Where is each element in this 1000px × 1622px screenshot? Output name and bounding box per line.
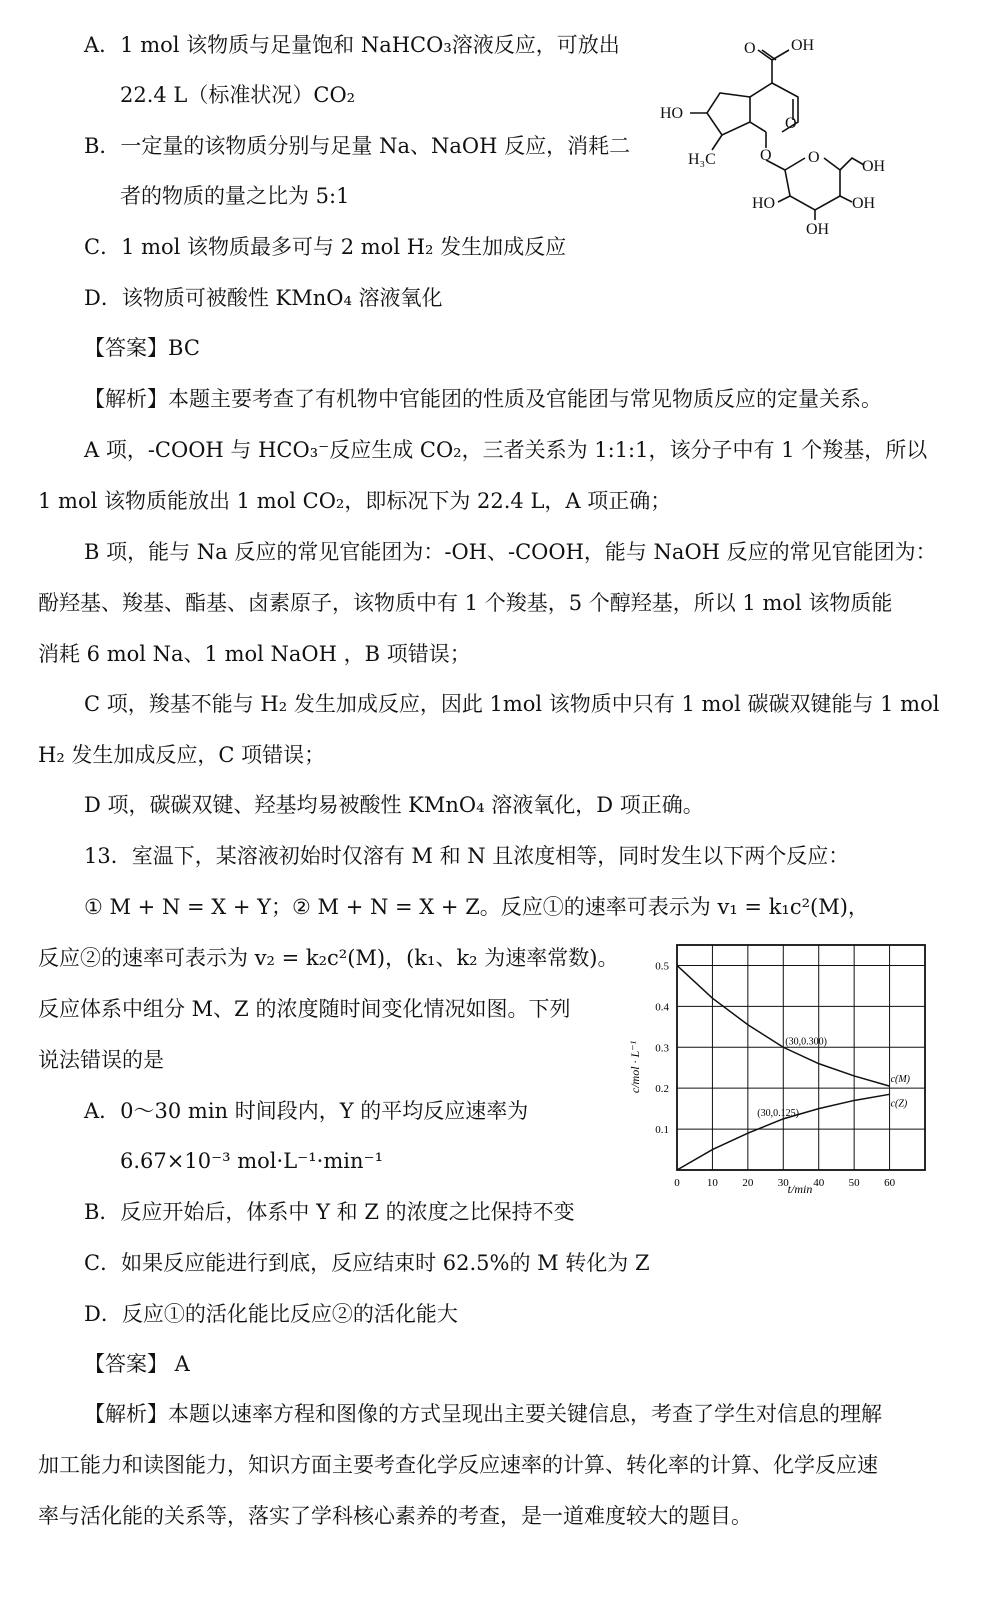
structure-oh-bottom: OH (806, 221, 830, 238)
chart-y-tick: 0.3 (655, 1042, 669, 1055)
chart-annotation: (30,0.125) (757, 1107, 799, 1119)
chart-x-tick: 10 (706, 1177, 718, 1189)
q13-option-a-line1: A．0～30 min 时间段内，Y 的平均反应速率为 (84, 1099, 529, 1123)
concentration-time-chart (625, 935, 945, 1205)
q12-analysis-d: D 项，碳碳双键、羟基均易被酸性 KMnO₄ 溶液氧化，D 项正确。 (84, 793, 704, 817)
q12-analysis: 【解析】本题主要考查了有机物中官能团的性质及官能团与常见物质反应的定量关系。 (84, 387, 882, 411)
q12-analysis-a-line2: 1 mol 该物质能放出 1 mol CO₂，即标况下为 22.4 L，A 项正确； (38, 489, 672, 513)
chart-x-tick: 50 (848, 1177, 860, 1189)
chart-x-label: t/min (787, 1182, 813, 1196)
chart-x-tick: 60 (884, 1177, 896, 1189)
chart-y-label: c/mol · L⁻¹ (628, 1040, 642, 1094)
chart-grid (677, 945, 925, 1170)
structure-oh-top: OH (791, 37, 815, 54)
q13-stem-line1: 13．室温下，某溶液初始时仅溶有 M 和 N 且浓度相等，同时发生以下两个反应： (84, 844, 850, 868)
q12-analysis-b-line1: B 项，能与 Na 反应的常见官能团为：-OH、-COOH，能与 NaOH 反应的常见官能团为： (84, 540, 937, 564)
chart-x-tick: 40 (813, 1177, 825, 1189)
chart-annotation: (30,0.300) (785, 1036, 827, 1048)
structure-ho-bottom: HO (752, 195, 776, 212)
structure-link-o: O (760, 147, 772, 164)
chart-y-tick: 0.4 (655, 1001, 669, 1014)
q12-analysis-c-line2: H₂ 发生加成反应，C 项错误； (38, 743, 326, 767)
q12-analysis-b-line3: 消耗 6 mol Na、1 mol NaOH ，B 项错误； (38, 642, 471, 666)
q13-analysis-line1: 【解析】本题以速率方程和图像的方式呈现出主要关键信息，考查了学生对信息的理解 (84, 1402, 882, 1426)
q13-option-a-line2: 6.67×10⁻³ mol·L⁻¹·min⁻¹ (120, 1149, 383, 1173)
molecular-structure (650, 28, 910, 243)
chart-y-tick: 0.1 (655, 1124, 669, 1137)
structure-ho-left: HO (660, 105, 684, 122)
structure-ring-o: O (785, 115, 797, 132)
q13-stem-line5: 说法错误的是 (38, 1048, 164, 1072)
chart-y-tick: 0.5 (655, 960, 669, 973)
chart-x-tick: 20 (742, 1177, 754, 1189)
q12-option-a-line1: A．1 mol 该物质与足量饱和 NaHCO₃溶液反应，可放出 (84, 33, 620, 57)
q12-option-d: D．该物质可被酸性 KMnO₄ 溶液氧化 (84, 286, 443, 310)
q13-analysis-line3: 率与活化能的关系等，落实了学科核心素养的考查，是一道难度较大的题目。 (38, 1504, 752, 1528)
q12-option-a-line2: 22.4 L（标准状况）CO₂ (120, 83, 356, 107)
q13-answer: 【答案】 A (84, 1352, 190, 1376)
q12-analysis-a-line1: A 项，-COOH 与 HCO₃⁻反应生成 CO₂，三者关系为 1:1:1，该分子中有 1 个羧基，所以 (84, 438, 928, 462)
chart-x-tick: 30 (777, 1177, 789, 1189)
q13-stem-line3: 反应②的速率可表示为 v₂ = k₂c²(M)，(k₁、k₂ 为速率常数)。 (38, 946, 619, 970)
chart-x-tick: 0 (674, 1177, 680, 1189)
q13-analysis-line2: 加工能力和读图能力，知识方面主要考查化学反应速率的计算、转化率的计算、化学反应速 (38, 1453, 878, 1477)
q12-analysis-c-line1: C 项，羧基不能与 H₂ 发生加成反应，因此 1mol 该物质中只有 1 mol 碳碳双键能与 1 mol (84, 692, 940, 716)
structure-o-top: O (744, 40, 756, 57)
structure-oh-bottom-right: OH (852, 195, 876, 212)
q13-stem-line4: 反应体系中组分 M、Z 的浓度随时间变化情况如图。下列 (38, 997, 571, 1021)
q13-option-d: D．反应①的活化能比反应②的活化能大 (84, 1302, 458, 1326)
q12-option-b-line1: B．一定量的该物质分别与足量 Na、NaOH 反应，消耗二 (84, 134, 631, 158)
q13-stem-line2: ① M + N = X + Y；② M + N = X + Z。反应①的速率可表示为 v₁ = k₁c²(M)， (84, 895, 869, 919)
q12-option-c: C．1 mol 该物质最多可与 2 mol H₂ 发生加成反应 (84, 235, 567, 259)
chart-y-tick: 0.2 (655, 1083, 669, 1096)
chart-series-label: c(M) (890, 1074, 911, 1086)
chart-series-label: c(Z) (890, 1098, 908, 1110)
q13-option-b: B．反应开始后，体系中 Y 和 Z 的浓度之比保持不变 (84, 1200, 575, 1224)
q12-analysis-b-line2: 酚羟基、羧基、酯基、卤素原子，该物质中有 1 个羧基，5 个醇羟基，所以 1 mol 该物质能 (38, 591, 893, 615)
structure-oh-right: OH (862, 158, 886, 175)
structure-sugar-o: O (808, 149, 820, 166)
structure-h3c: H₃C (688, 151, 716, 168)
q12-answer: 【答案】BC (84, 336, 200, 360)
chart-frame (677, 945, 925, 1170)
q12-option-b-line2: 者的物质的量之比为 5:1 (120, 184, 350, 208)
q13-option-c: C．如果反应能进行到底，反应结束时 62.5%的 M 转化为 Z (84, 1251, 650, 1275)
